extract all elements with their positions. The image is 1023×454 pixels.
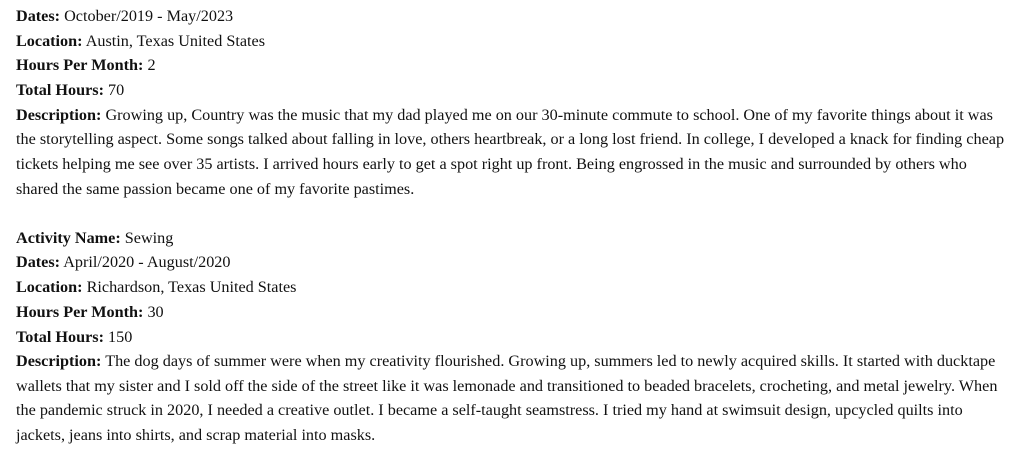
location-label: Location: — [16, 31, 83, 50]
hours-per-month-label: Hours Per Month: — [16, 56, 144, 75]
hours-per-month-label: Hours Per Month: — [16, 302, 144, 321]
hours-per-month-row — [16, 53, 1006, 78]
description-row — [16, 103, 1006, 201]
total-hours-row — [16, 325, 1006, 350]
dates-row — [16, 250, 1006, 275]
location-row — [16, 29, 1006, 54]
description-label: Description: — [16, 105, 102, 124]
activity-name-label: Activity Name: — [16, 228, 121, 247]
dates-value: October/2019 - May/2023 — [64, 7, 234, 25]
activity-entry — [16, 4, 1006, 201]
total-hours-value: 70 — [108, 81, 125, 100]
hours-per-month-row — [16, 300, 1006, 325]
activity-entry — [16, 226, 1006, 448]
hours-per-month-value: 30 — [147, 302, 164, 321]
description-text: Growing up, Country was the music that my dad played me on our 30-minute commute to school. One of my favorite things about it was the storytelling aspect. Some songs talked about falling in love, others heartbreak, or a long lost friend. In college, I developed a knack for finding cheap tickets helping me see over 35 artists. I arrived hours early to get a spot right up front. Being engrossed in the music and surrounded by others who shared the same passion became one of my favorite pastimes. — [16, 105, 1005, 198]
dates-value: April/2020 - August/2020 — [63, 253, 231, 272]
activity-name-value: Sewing — [124, 228, 174, 247]
description-text: The dog days of summer were when my creativity flourished. Growing up, summers led to newly acquired skills. It started with ducktape wallets that my sister and I sold off the side of the street like it was lemonade and transitioned to beaded bracelets, crocheting, and metal jewelry. When the pandemic struck in 2020, I needed a creative outlet. I became a self-taught seamstress. I tried my hand at swimsuit design, upcycled quilts into jackets, jeans into shirts, and scrap material into masks. — [16, 352, 998, 444]
description-row — [16, 349, 1006, 447]
location-value: Richardson, Texas United States — [86, 278, 297, 297]
entry-spacer — [16, 201, 1006, 226]
dates-label: Dates: — [16, 253, 61, 272]
activity-name-row — [16, 226, 1006, 251]
dates-row — [16, 4, 1006, 29]
location-label: Location: — [16, 278, 83, 297]
description-label: Description: — [16, 352, 102, 371]
hours-per-month-value: 2 — [147, 56, 156, 75]
total-hours-label: Total Hours: — [16, 81, 104, 100]
total-hours-value: 150 — [108, 327, 133, 346]
location-row — [16, 275, 1006, 300]
total-hours-label: Total Hours: — [16, 327, 104, 346]
location-value: Austin, Texas United States — [85, 31, 266, 50]
total-hours-row — [16, 78, 1006, 103]
dates-label: Dates: — [16, 7, 61, 25]
